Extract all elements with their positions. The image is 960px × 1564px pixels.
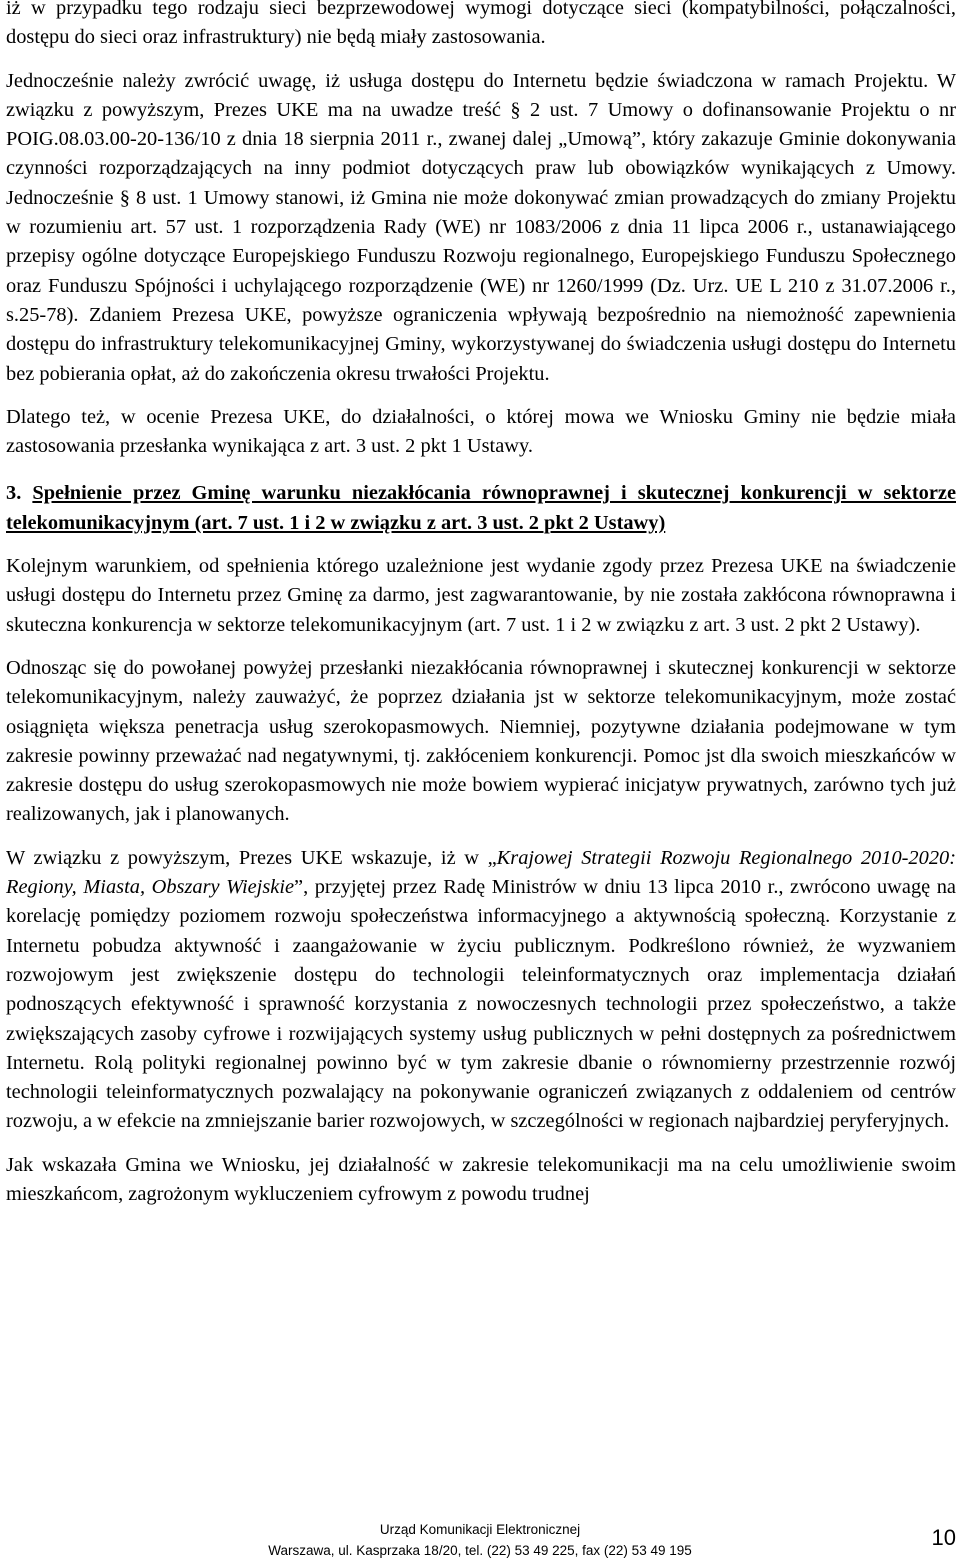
section-title: Spełnienie przez Gminę warunku niezakłócania równoprawnej i skutecznej konkurencji w sektorze telekomunikacyjnym (art. 7 ust. 1 i 2 w związku z art. 3 ust. 2 pkt 2 Ustawy) [6, 482, 956, 534]
footer-address: Warszawa, ul. Kasprzaka 18/20, tel. (22) 53 49 225, fax (22) 53 49 195 [268, 1543, 692, 1558]
strategy-text-before: W związku z powyższym, Prezes UKE wskazuje, iż w „ [6, 846, 497, 869]
strategy-text-after: ”, przyjętej przez Radę Ministrów w dniu 13 lipca 2010 r., zwrócono uwagę na korelację pomiędzy poziomem rozwoju społeczeństwa informacyjnego a aktywnością społeczną. Korzystanie z Internetu pobudza aktywność i zaangażowanie w życiu publicznym. Podkreślono również, że wyzwaniem rozwojowym jest zwiększenie dostępu do technologii teleinformatycznych oraz implementacja działań podnoszących efektywność i sprawność korzystania z nowoczesnych technologii przez społeczeństwo, a także zwiększających zasoby cyfrowe i rozwijających systemy usług publicznych w pełni dostępnych za pośrednictwem Internetu. Rolą polityki regionalnej powinno być w tym zakresie dbanie o równomierny przestrzennie rozwój technologii teleinformatycznych pozwalający na pokonywanie ograniczeń związanych z oddaleniem od centrów rozwoju, a w efekcie na zmniejszanie barier rozwojowych, w szczególności w regionach najbardziej peryferyjnych. [6, 876, 956, 1133]
paragraph-last: Jak wskazała Gmina we Wniosku, jej działalność w zakresie telekomunikacji ma na celu umożliwienie swoim mieszkańcom, zagrożonym wykluczeniem cyfrowym z powodu trudnej [6, 1153, 956, 1205]
paragraph-4: Kolejnym warunkiem, od spełnienia którego uzależnione jest wydanie zgody przez Prezesa UKE na świadczenie usługi dostępu do Internetu przez Gminę za darmo, jest zagwarantowanie, by nie została zakłócona równoprawna i skuteczna konkurencja w sektorze telekomunikacyjnym (art. 7 ust. 1 i 2 w związku z art. 3 ust. 2 pkt 2 Ustawy). [6, 555, 956, 636]
section-heading [6, 479, 956, 538]
section-number: 3. [6, 482, 22, 505]
paragraph-2: Jednocześnie należy zwrócić uwagę, iż usługa dostępu do Internetu będzie świadczona w ramach Projektu. W związku z powyższym, Prezes UKE ma na uwadze treść § 2 ust. 7 Umowy o dofinansowanie Projektu o nr POIG.08.03.00-20-136/10 z dnia 18 sierpnia 2011 r., zwanej dalej „Umową”, który zakazuje Gminie dokonywania czynności rozporządzających na inny podmiot dotyczących praw lub obowiązków wynikających z Umowy. Jednocześnie § 8 ust. 1 Umowy stanowi, iż Gmina nie może dokonywać zmian prowadzących do zmiany Projektu w rozumieniu art. 57 ust. 1 rozporządzenia Rady (WE) nr 1083/2006 z dnia 11 lipca 2006 r., ustanawiającego przepisy ogólne dotyczące Europejskiego Funduszu Rozwoju regionalnego, Europejskiego Funduszu Społecznego oraz Funduszu Spójności i uchylającego rozporządzenie (WE) nr 1260/1999 (Dz. Urz. UE L 210 z 31.07.2006 r., s.25-78). Zdaniem Prezesa UKE, powyższe ograniczenia wpływają bezpośrednio na niemożność zapewnienia dostępu do infrastruktury telekomunikacyjnej Gminy, wykorzystywanej do świadczenia usługi dostępu do Internetu bez pobierania opłat, aż do zakończenia okresu trwałości Projektu. [6, 69, 956, 385]
strategy-title: Krajowej Strategii Rozwoju Regionalnego 2010-2020: Regiony, Miasta, Obszary Wiejskie [6, 846, 956, 899]
page-number: 10 [931, 1525, 956, 1550]
paragraph-3: Dlatego też, w ocenie Prezesa UKE, do działalności, o której mowa we Wniosku Gminy nie będzie miała zastosowania przesłanka wynikająca z art. 3 ust. 2 pkt 1 Ustawy. [6, 405, 956, 458]
paragraph-1: iż w przypadku tego rodzaju sieci bezprzewodowej wymogi dotyczące sieci (kompatybilności, połączalności, dostępu do sieci oraz infrastruktury) nie będą miały zastosowania. [6, 0, 956, 49]
page-footer [0, 1519, 960, 1561]
document-page [6, 0, 956, 1209]
footer-office-name: Urząd Komunikacji Elektronicznej [379, 1522, 581, 1537]
paragraph-strategy [6, 844, 956, 1137]
paragraph-5: Odnosząc się do powołanej powyżej przesłanki niezakłócania równoprawnej i skutecznej konkurencji w sektorze telekomunikacyjnym, należy zauważyć, że poprzez działania jst w sektorze telekomunikacyjnym, może zostać osiągnięta większa penetracja usług szerokopasmowych. Niemniej, pozytywne działania podejmowane w tym zakresie powinny przeważać nad negatywnymi, tj. zakłóceniem konkurencji. Pomoc jst dla swoich mieszkańców w zakresie dostępu do usług szerokopasmowych nie może bowiem wypierać inicjatyw prywatnych, zarówno tych już realizowanych, jak i planowanych. [6, 656, 956, 826]
